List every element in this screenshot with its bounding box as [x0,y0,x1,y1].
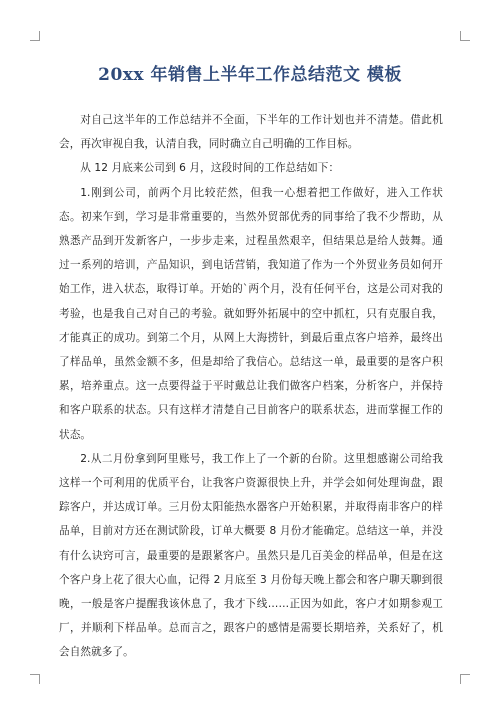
document-title: 20xx 年销售上半年工作总结范文 模板 [98,65,402,85]
paragraph-intro: 对自己这半年的工作总结并不全面，下半年的工作计划也并不清楚。借此机会，再次审视自我，认清自我，同时确立自己明确的工作目标。 [59,114,443,151]
document-body [59,108,443,665]
crop-mark-bottom-right [460,674,470,684]
crop-mark-top-left [30,31,40,41]
paragraph-point-2: 2.从二月份拿到阿里账号，我工作上了一个新的台阶。这里想感谢公司给我这样一个可利用的优质平台，让我客户资源很快上升，并学会如何处理询盘，跟踪客户，并达成订单。三月份太阳能热水器客户开始积累，并取得南非客户的样品单，目前对方还在测试阶段，订单大概要 8 月份才能确定。总结这一单，并没有什么诀窍可言，最重要的是跟紧客户。虽然只是几百美金的样品单，但是在这个客户身上花了很大心血，记得 2 月底至 3 月份每天晚上都会和客户聊天聊到很晚，一般是客户提醒我该休息了，我才下线……正因为如此，客户才如期参观工厂，并顺利下样品单。总而言之，跟客户的感情是需要长期培养，关系好了，机会自然就多了。 [59,452,443,659]
crop-mark-bottom-left [30,674,40,684]
crop-mark-top-right [460,31,470,41]
paragraph-period: 从 12 月底来公司到 6 月，这段时间的工作总结如下： [80,162,340,175]
paragraph-point-1: 1.刚到公司，前两个月比较茫然，但我一心想着把工作做好，进入工作状态。初来乍到，学习是非常重要的，当然外贸部优秀的同事给了我不少帮助，从熟悉产品到开发新客户，一步步走来，过程虽然艰辛，但结果总是给人鼓舞。通过一系列的培训，产品知识，到电话营销，我知道了作为一个外贸业务员如何开始工作，进入状态，取得订单。开始的`两个月，没有任何平台，这是公司对我的考验，也是我自己对自己的考验。就如野外拓展中的空中抓杠，只有克服自我，才能真正的成功。到第二个月，从网上大海捞针，到最后重点客户培养，最终出了样品单，虽然金额不多，但是却给了我信心。总结这一单，最重要的是客户积累，培养重点。这一点要得益于平时戴总让我们做客户档案，分析客户，并保持和客户联系的状态。只有这样才清楚自己目前客户的联系状态，进而掌握工作的状态。 [59,186,443,441]
